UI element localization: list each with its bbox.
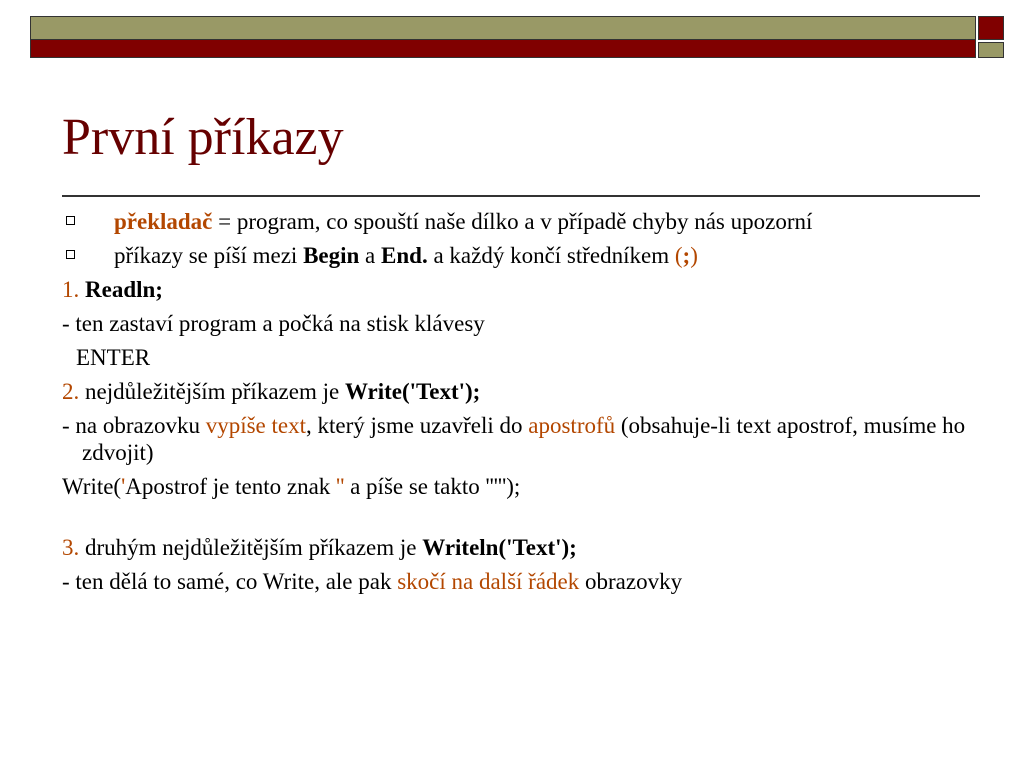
corner-square-olive [978,42,1004,58]
item-3-description [62,568,972,595]
example-quote: '' [336,474,345,499]
highlight-next-line: skočí na další řádek [397,569,580,594]
paren-close: ) [690,243,698,268]
top-band-olive [30,16,976,40]
command-writeln: Writeln('Text'); [422,535,577,560]
item-number: 1. [62,277,80,302]
desc-text: - ten dělá to samé, co Write, ale pak [62,569,398,594]
item-3-text: druhým nejdůležitějším příkazem je [79,535,423,560]
example-text: Write( [62,474,122,499]
command-write: Write('Text'); [344,379,481,404]
item-2-example [62,473,972,500]
term-compiler: překladač [114,209,213,234]
top-band-red [30,40,976,58]
item-number: 2. [62,379,80,404]
commands-text: a každý končí středníkem [427,243,675,268]
commands-text: příkazy se píší mezi [114,243,304,268]
example-text: a píše se takto '''''); [344,474,521,499]
bullet-item-compiler [62,208,972,235]
bullet-item-commands [62,242,972,269]
desc-text: (obsahuje-li text apostrof, musíme ho zdvojit) [82,413,966,465]
corner-square-red [978,16,1004,40]
keyword-end: End. [381,243,428,268]
item-2-description [62,412,972,466]
example-text: Apostrof je tento znak [125,474,337,499]
paren-open: ( [674,243,683,268]
commands-text: a [359,243,382,268]
square-bullet-icon [66,250,75,259]
keyword-begin: Begin [303,243,360,268]
slide-content [62,208,972,602]
semicolon-symbol: ; [682,243,691,268]
item-1-description: - ten zastaví program a počká na stisk klávesy [62,311,485,336]
title-divider [62,195,980,197]
command-readln: Readln; [79,277,163,302]
item-3-heading [62,534,972,561]
compiler-definition: = program, co spouští naše dílko a v případě chyby nás upozorní [212,209,813,234]
square-bullet-icon [66,216,75,225]
desc-text: - na obrazovku [62,413,206,438]
item-2-heading [62,378,972,405]
item-number: 3. [62,535,80,560]
highlight-prints-text: vypíše text [205,413,306,438]
desc-text: obrazovky [579,569,683,594]
item-2-text: nejdůležitějším příkazem je [79,379,345,404]
item-1-heading [62,276,972,303]
desc-text: , který jsme uzavřeli do [306,413,529,438]
item-1-description-cont: ENTER [76,345,151,370]
highlight-apostrophes: apostrofů [528,413,616,438]
slide-title: První příkazy [62,109,344,166]
example-quote: ' [121,474,126,499]
spacer [62,507,972,534]
